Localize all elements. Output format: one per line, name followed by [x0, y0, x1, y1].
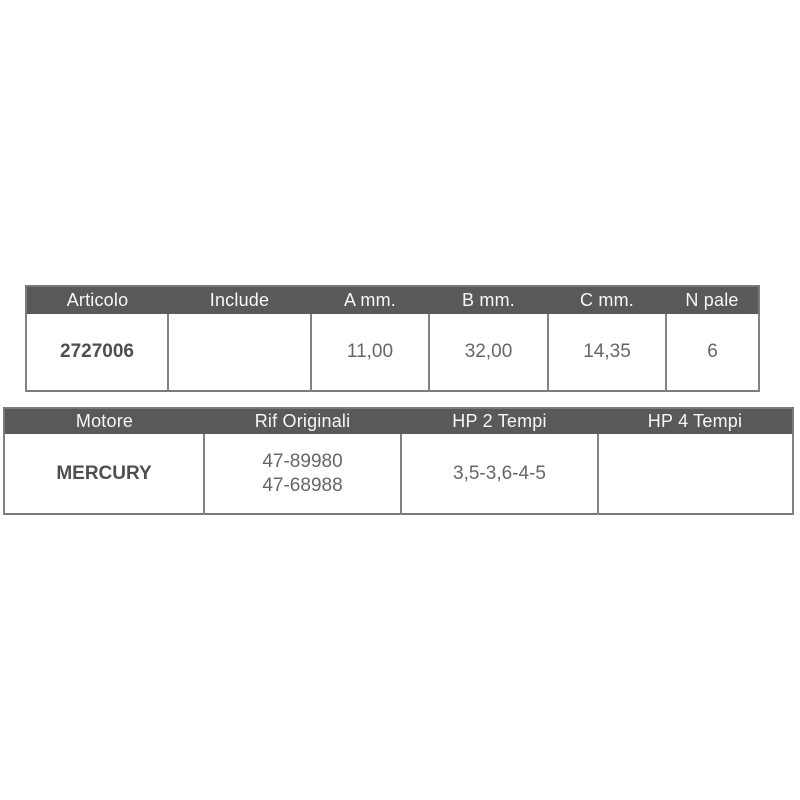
spec-cell-b-mm: 32,00	[429, 314, 548, 391]
engine-header-hp-2-tempi: HP 2 Tempi	[401, 408, 598, 434]
spec-cell-articolo: 2727006	[26, 314, 168, 391]
engine-header-rif-originali: Rif Originali	[204, 408, 401, 434]
spec-header-articolo: Articolo	[26, 286, 168, 314]
engine-cell-hp-4-tempi	[598, 434, 793, 514]
spec-table	[25, 285, 760, 392]
spec-cell-include	[168, 314, 311, 391]
spec-cell-a-mm: 11,00	[311, 314, 429, 391]
engine-table	[3, 407, 794, 515]
spec-header-n-pale: N pale	[666, 286, 759, 314]
engine-table-header-row	[4, 408, 793, 434]
engine-table-row	[4, 434, 793, 514]
engine-cell-motore: MERCURY	[4, 434, 204, 514]
spec-header-c-mm: C mm.	[548, 286, 666, 314]
spec-cell-c-mm: 14,35	[548, 314, 666, 391]
spec-table-header-row	[26, 286, 759, 314]
engine-cell-hp-2-tempi: 3,5-3,6-4-5	[401, 434, 598, 514]
rif-originali-line-1: 47-89980	[262, 450, 343, 472]
spec-table-row	[26, 314, 759, 391]
spec-cell-n-pale: 6	[666, 314, 759, 391]
spec-header-a-mm: A mm.	[311, 286, 429, 314]
engine-header-hp-4-tempi: HP 4 Tempi	[598, 408, 793, 434]
engine-cell-rif-originali	[204, 434, 401, 514]
spec-header-include: Include	[168, 286, 311, 314]
rif-originali-line-2: 47-68988	[262, 474, 343, 496]
engine-header-motore: Motore	[4, 408, 204, 434]
spec-header-b-mm: B mm.	[429, 286, 548, 314]
